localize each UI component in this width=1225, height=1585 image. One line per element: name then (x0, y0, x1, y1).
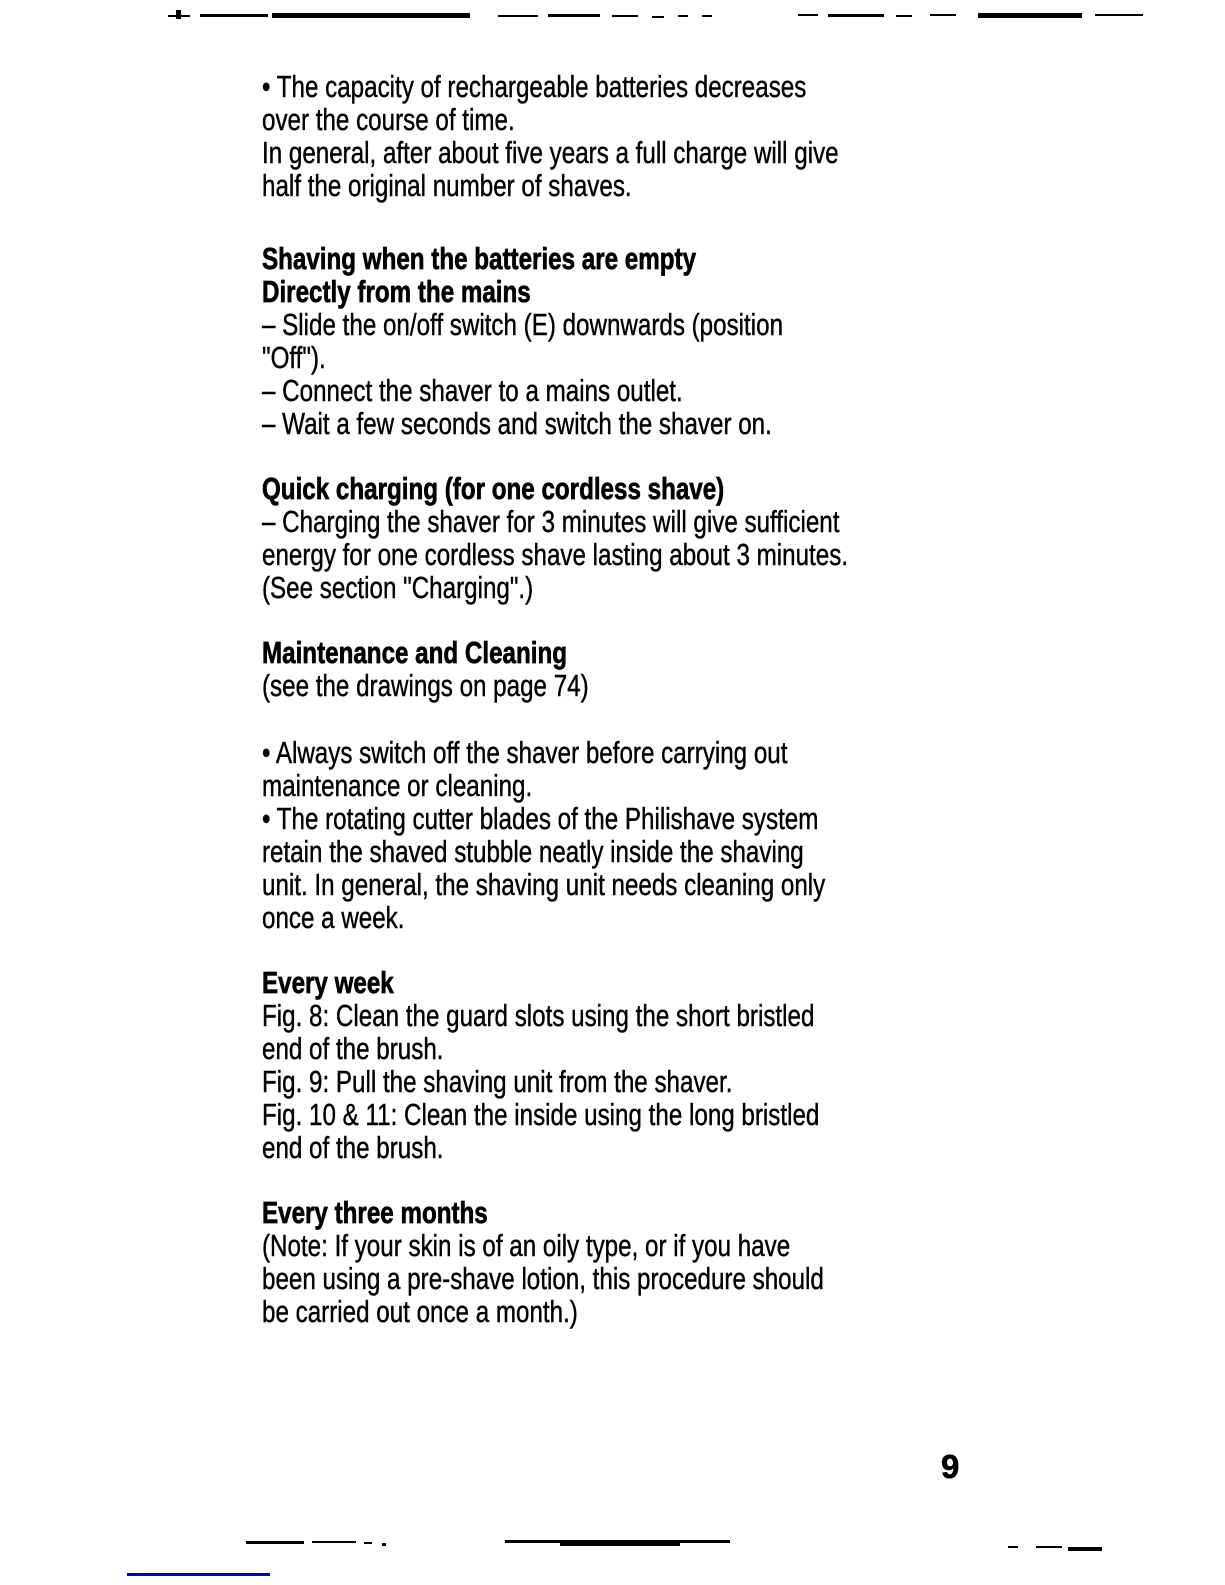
scan-rule-segment (678, 15, 688, 17)
section-note: (see the drawings on page 74) (262, 668, 589, 703)
text-line: (See section "Charging".) (262, 570, 534, 605)
scan-rule-segment (1008, 1546, 1018, 1548)
scan-rule-segment (702, 15, 712, 17)
section-every-week (262, 966, 1192, 1164)
text-line: Fig. 10 & 11: Clean the inside using the long bristled (262, 1097, 820, 1132)
text-line: • The capacity of rechargeable batteries decreases (262, 69, 807, 104)
text-line: be carried out once a month.) (262, 1294, 578, 1329)
scan-rule-segment (828, 14, 884, 17)
text-line: retain the shaved stubble neatly inside the shaving (262, 834, 804, 869)
text-line: energy for one cordless shave lasting about 3 minutes. (262, 537, 849, 572)
text-line: "Off"). (262, 340, 326, 375)
scan-rule-segment (560, 1543, 680, 1546)
text-line: – Charging the shaver for 3 minutes will give sufficient (262, 504, 840, 539)
text-line: maintenance or cleaning. (262, 768, 533, 803)
text-line: – Wait a few seconds and switch the shaver on. (262, 406, 772, 441)
text-line: – Slide the on/off switch (E) downwards (position (262, 307, 784, 342)
scan-rule-segment (1095, 14, 1143, 16)
section-every-three-months (262, 1196, 1192, 1328)
scan-rule-segment (798, 14, 818, 16)
maintenance-bullets (262, 736, 1192, 934)
text-line: end of the brush. (262, 1031, 444, 1066)
section-heading: Every week (262, 965, 394, 1000)
text-line: In general, after about five years a full charge will give (262, 135, 839, 170)
scan-rule-segment (498, 15, 538, 17)
scan-rule-segment (272, 13, 470, 18)
scan-rule-segment (548, 14, 600, 17)
text-line: unit. In general, the shaving unit needs cleaning only (262, 867, 826, 902)
page-number: 9 (941, 1448, 960, 1485)
scan-rule-segment (930, 14, 956, 16)
scan-rule-segment (176, 10, 181, 19)
section-heading: Quick charging (for one cordless shave) (262, 471, 725, 506)
scan-rule-segment (200, 14, 268, 17)
section-quick-charging (262, 472, 1192, 604)
text-line: Fig. 9: Pull the shaving unit from the shaver. (262, 1064, 733, 1099)
scan-rule-segment (246, 1541, 304, 1544)
scan-rule-segment (652, 16, 664, 18)
text-line: over the course of time. (262, 102, 515, 137)
section-heading: Every three months (262, 1195, 488, 1230)
scan-rule-segment (896, 15, 912, 17)
text-line: once a week. (262, 900, 405, 935)
intro-paragraph (262, 70, 1192, 202)
section-subheading: Directly from the mains (262, 274, 531, 309)
text-line: half the original number of shaves. (262, 168, 632, 203)
scan-rule-segment (312, 1541, 356, 1543)
text-line: end of the brush. (262, 1130, 444, 1165)
scan-rule-segment (382, 1543, 386, 1546)
text-line: • Always switch off the shaver before carrying out (262, 735, 788, 770)
text-line: • The rotating cutter blades of the Philishave system (262, 801, 819, 836)
scan-rule-segment (1036, 1546, 1062, 1548)
scan-rule-segment (978, 13, 1082, 18)
section-shaving-when-empty (262, 242, 1192, 440)
scan-rule-segment (364, 1542, 372, 1544)
section-maintenance-heading (262, 636, 1192, 702)
text-line: – Connect the shaver to a mains outlet. (262, 373, 683, 408)
scan-rule-segment (612, 15, 638, 17)
section-heading: Maintenance and Cleaning (262, 635, 567, 670)
blue-underline-mark (127, 1573, 270, 1576)
text-line: (Note: If your skin is of an oily type, or if you have (262, 1228, 791, 1263)
scan-rule-segment (1068, 1547, 1102, 1551)
section-heading: Shaving when the batteries are empty (262, 241, 697, 276)
text-line: Fig. 8: Clean the guard slots using the short bristled (262, 998, 815, 1033)
text-line: been using a pre-shave lotion, this procedure should (262, 1261, 824, 1296)
